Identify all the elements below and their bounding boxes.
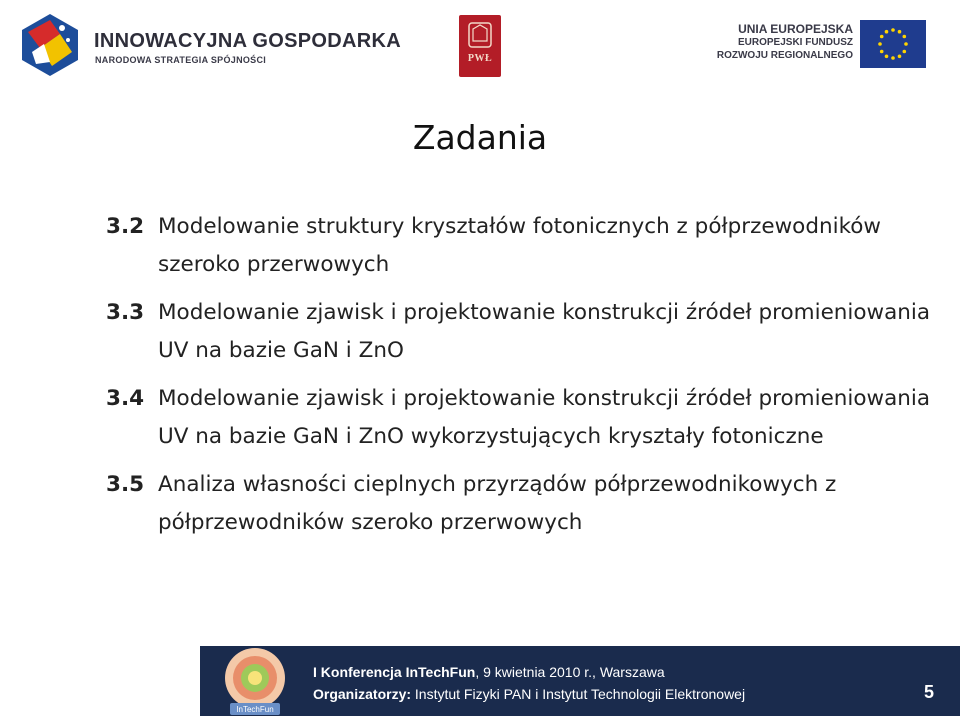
intechfun-logo-icon — [216, 645, 294, 716]
eu-line-1: UNIA EUROPEJSKA — [738, 22, 853, 36]
conference-name: I Konferencja InTechFun — [313, 664, 476, 680]
organizers-text: Instytut Fizyki PAN i Instytut Technologii Elektronowej — [411, 686, 746, 702]
task-item — [106, 380, 936, 456]
slide-number: 5 — [924, 682, 935, 702]
eu-line-2: EUROPEJSKI FUNDUSZ — [737, 37, 853, 48]
task-item — [106, 466, 936, 542]
header-logos — [0, 0, 960, 91]
organizers-label: Organizatorzy: — [313, 686, 412, 702]
pwl-logo-text: PWŁ — [467, 53, 493, 64]
eu-flag-icon — [860, 20, 926, 68]
eu-logo-text — [717, 23, 853, 62]
task-text: Analiza własności cieplnych przyrządów półprzewodnikowych z półprzewodników szeroko przerwowych — [158, 472, 837, 535]
task-number: 3.2 — [106, 214, 145, 239]
slide-title-row — [0, 118, 960, 157]
pwl-emblem-icon — [459, 15, 501, 51]
footer-bar — [200, 646, 960, 716]
task-text: Modelowanie struktury kryształów fotonicznych z półprzewodników szeroko przerwowych — [158, 214, 882, 277]
task-item — [106, 294, 936, 370]
pwl-logo-icon — [459, 15, 501, 77]
task-text: Modelowanie zjawisk i projektowanie konstrukcji źródeł promieniowania UV na bazie GaN i ZnO — [158, 300, 931, 363]
task-text: Modelowanie zjawisk i projektowanie konstrukcji źródeł promieniowania UV na bazie GaN i ZnO wykorzystujących kryształy fotoniczne — [158, 386, 931, 449]
eu-line-3: ROZWOJU REGIONALNEGO — [716, 50, 853, 61]
task-number: 3.4 — [106, 386, 145, 411]
conference-line — [313, 664, 665, 680]
slide-title: Zadania — [412, 118, 548, 157]
innowacyjna-gospodarka-text: INNOWACYJNA GOSPODARKA — [94, 30, 401, 52]
organizers-line — [313, 686, 745, 702]
task-number: 3.3 — [106, 300, 145, 325]
task-number: 3.5 — [106, 472, 145, 497]
innowacyjna-gospodarka-logo-icon — [20, 12, 80, 78]
task-item — [106, 208, 936, 284]
task-list — [106, 208, 936, 552]
intechfun-logo-text: InTechFun — [236, 705, 274, 714]
strategia-spojnosci-text: NARODOWA STRATEGIA SPÓJNOŚCI — [95, 55, 267, 65]
conference-details: , 9 kwietnia 2010 r., Warszawa — [475, 664, 665, 680]
